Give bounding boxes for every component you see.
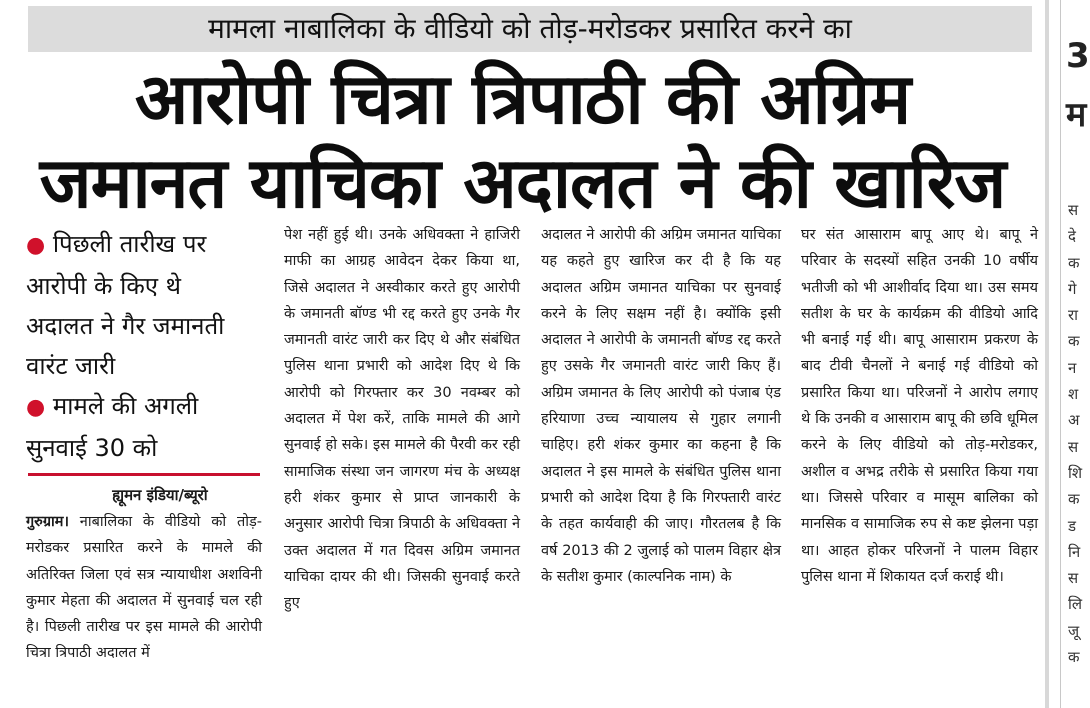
adjacent-text-fragments: स दे क गे रा क न श अ स शि क ड नि स लि जू क	[1068, 201, 1083, 667]
highlight-line: आरोपी के किए थे	[26, 272, 181, 300]
bullet-icon: ●	[26, 233, 46, 258]
byline: ह्यूमन इंडिया/ब्यूरो	[112, 486, 208, 504]
article-column-3: अदालत ने आरोपी की अग्रिम जमानत याचिका यह कहते हुए खारिज कर दी है कि यह अदालत अग्रिम जमानत याचिका पर सुनवाई करने के लिए सक्षम नहीं है। क्योंकि इसी अदालत ने आरोपी के जमानती बॉण्ड रद्द करते हुए उसके गैर जमानती वारंट जारी किए हैं। अग्रिम जमानत के लिए आरोपी को पंजाब एंड हरियाणा उच्च न्यायालय से गुहार लगानी चाहिए। हरी शंकर कुमार का कहना है कि अदालत ने इस मामले के संबंधित पुलिस थाना प्रभारी को आदेश दिया है कि गिरफ्तारी वारंट के तहत कार्यवाही की जाए। गौरतलब है कि वर्ष 2013 की 2 जुलाई को पालम विहार क्षेत्र के सतीश कुमार (काल्पनिक नाम) के	[541, 227, 781, 585]
headline-line-1: आरोपी चित्रा त्रिपाठी की अग्रिम	[134, 58, 911, 140]
headline-line-2: जमानत याचिका अदालत ने की खारिज	[39, 142, 1006, 224]
article-column-4: घर संत आसाराम बापू आए थे। बापू ने परिवार के सदस्यों सहित उनकी 10 वर्षीय भतीजी को भी आशीर्वाद दिया था। उस समय सतीश के घर के कार्यक्रम की वीडियो आदि भी बनाई गई थी। बापू आसाराम प्रकरण के बाद टीवी चैनलों ने बनाई गई वीडियो को प्रसारित किया था। परिजनों ने आरोप लगाए थे कि उनकी व आसाराम बापू की छवि धूमिल करने के लिए वीडियो को तोड़-मरोडकर, अशील व अभद्र तरीके से प्रसारित किया गया था। जिससे परिवार व मासूम बालिका को मानसिक व सामाजिक रुप से कष्ट झेलना पड़ा था। आहत होकर परिजनों ने पालम विहार पुलिस थाना में शिकायत दर्ज कराई थी।	[801, 227, 1038, 585]
adjacent-headline-fragment: 3	[1066, 36, 1090, 76]
adjacent-article-edge	[1064, 0, 1090, 708]
column-text: नाबालिका के वीडियो को तोड़-मरोडकर प्रसारित करने के मामले की अतिरिक्त जिला एवं सत्र न्यायाधीश अशविनी कुमार मेहता की अदालत में सुनवाई चल रही है। पिछली तारीख पर इस मामले की आरोपी चित्रा त्रिपाठी अदालत में	[26, 514, 262, 662]
article-column-1	[26, 509, 262, 699]
highlight-line: अदालत ने गैर जमानती	[26, 312, 225, 340]
bullet-icon: ●	[26, 395, 46, 420]
highlight-item: ● मामले की अगली	[26, 392, 199, 420]
highlights-box	[26, 224, 264, 468]
dateline: गुरुग्राम।	[26, 514, 69, 530]
highlight-line: वारंट जारी	[26, 352, 116, 380]
kicker-banner: मामला नाबालिका के वीडियो को तोड़-मरोडकर प्रसारित करने का	[28, 6, 1032, 52]
page-gutter	[1045, 0, 1049, 708]
highlight-item: ● पिछली तारीख पर	[26, 230, 207, 258]
adjacent-headline-fragment: म	[1066, 95, 1087, 135]
highlight-line: सुनवाई 30 को	[26, 434, 158, 462]
gutter-line	[1060, 0, 1061, 708]
article-column-2: पेश नहीं हुई थी। उनके अधिवक्ता ने हाजिरी माफी का आग्रह आवेदन देकर किया था, जिसे अदालत ने अस्वीकार करते हुए आरोपी के जमानती बॉण्ड भी रद्द करते हुए उनके गैर जमानती वारंट जारी कर दिए थे और संबंधित पुलिस थाना प्रभारी को आदेश दिए थे कि आरोपी को गिरफ्तार कर 30 नवम्बर को अदालत में पेश करें, ताकि मामले की आगे सुनवाई हो सके। इस मामले की पैरवी कर रही सामाजिक संस्था जन जागरण मंच के अध्यक्ष हरी शंकर कुमार से प्राप्त जानकारी के अनुसार आरोपी चित्रा त्रिपाठी के अधिवक्ता ने उक्त अदालत में गत दिवस अग्रिम जमानत याचिका दायर की थी। जिसकी सुनवाई करते हुए	[284, 227, 520, 612]
red-divider	[28, 473, 260, 476]
